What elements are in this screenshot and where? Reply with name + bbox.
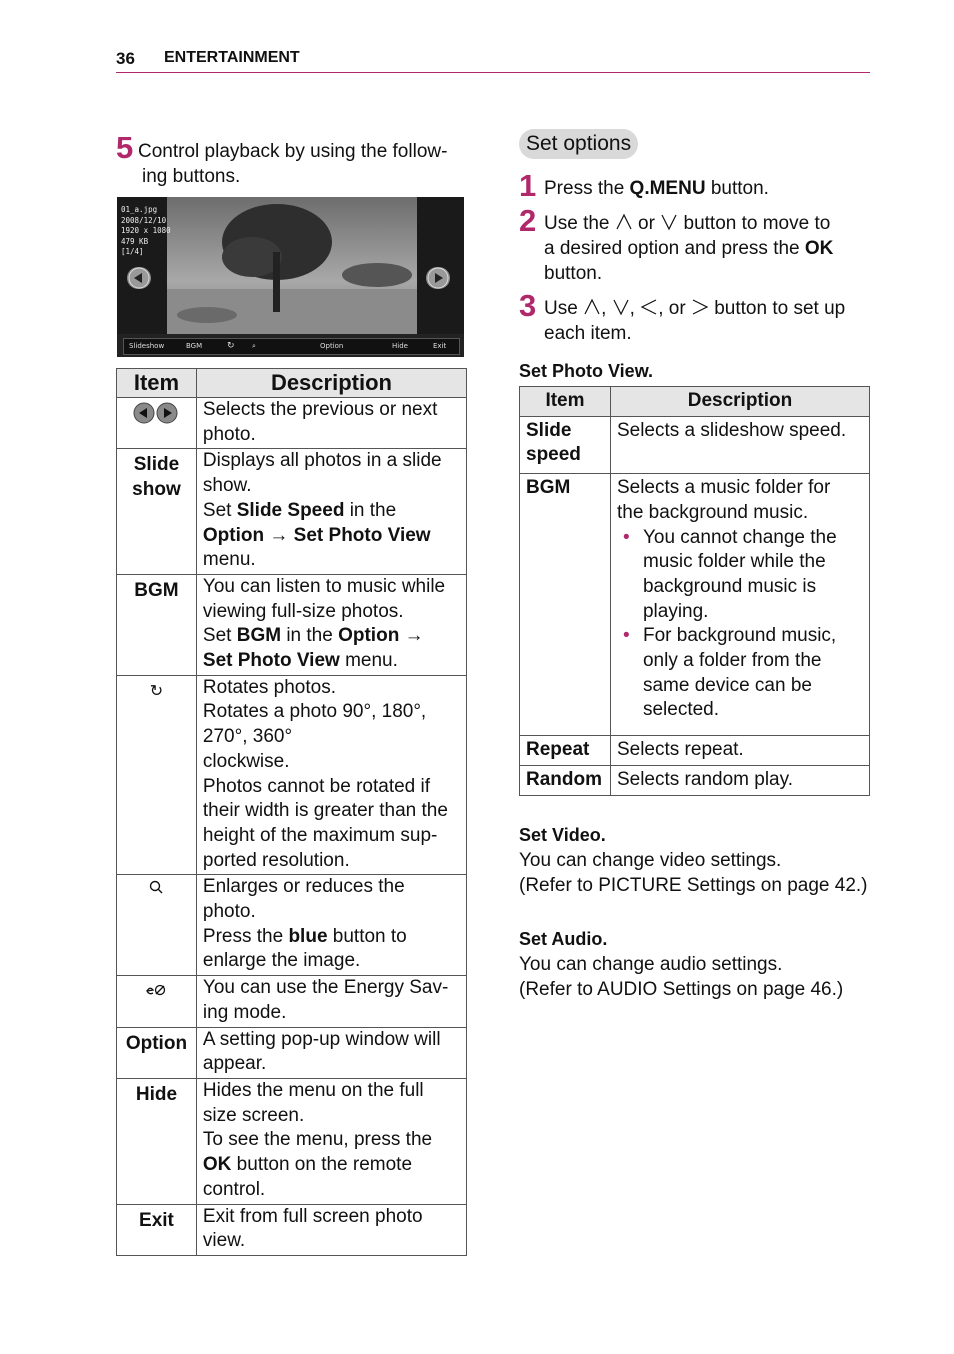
bold-text: Option (202, 524, 265, 546)
energy-description (196, 976, 466, 1027)
desc-line: 270°, 360° (202, 726, 293, 748)
photo-date: 2008/12/10 (121, 215, 167, 225)
repeat-description: Selects repeat. (610, 736, 869, 766)
prev-next-icons (117, 398, 197, 449)
desc-line: same device can be (642, 674, 812, 696)
step-5-line2: ing buttons. (142, 166, 241, 187)
qmenu-label: Q.MENU (629, 178, 706, 199)
exit-description (196, 1204, 466, 1255)
desc-line: selected. (642, 699, 720, 721)
bold-text: Slide Speed (236, 499, 345, 521)
energy-item (117, 976, 197, 1027)
desc-line (203, 649, 460, 674)
table-row (520, 765, 870, 795)
table-row (520, 474, 870, 736)
set-audio-line: You can change audio settings. (519, 954, 783, 975)
desc-line: menu. (202, 549, 256, 571)
text: Press the (202, 925, 289, 947)
table-row (117, 574, 467, 675)
desc-line: Rotates photos. (202, 676, 336, 698)
header-description: Description (610, 387, 869, 417)
bullet-item (617, 526, 863, 625)
random-item: Random (520, 765, 611, 795)
text: in the (281, 625, 339, 647)
bold-text: Option (338, 625, 400, 647)
header-item: Item (117, 369, 197, 398)
desc-line: size screen. (202, 1104, 305, 1126)
bgm-button[interactable]: BGM (186, 342, 203, 350)
zoom-button[interactable]: ⌕ (252, 342, 256, 350)
page-header (116, 48, 870, 73)
desc-line: A setting pop-up window will (202, 1028, 441, 1050)
desc-line: Enlarges or reduces the (202, 876, 405, 898)
option-description (196, 1027, 466, 1078)
buttons-table (116, 368, 467, 1256)
table-row (520, 416, 870, 473)
text: Set (202, 625, 237, 647)
desc-line: Hides the menu on the full (202, 1079, 424, 1101)
hide-item: Hide (117, 1078, 197, 1204)
desc-line: Exit from full screen photo (202, 1205, 423, 1227)
right-arrow-icon (426, 267, 450, 289)
desc-line: appear. (202, 1053, 267, 1075)
desc-line: To see the menu, press the (202, 1129, 433, 1151)
up-arrow-icon (583, 298, 601, 316)
item-line: Slide (526, 419, 572, 441)
up-arrow-icon (615, 213, 633, 231)
step-2-line (544, 236, 833, 261)
magnifier-icon (149, 880, 163, 896)
step-2-line: button. (544, 263, 603, 284)
photo-size: 479 KB (121, 236, 149, 246)
step-2-line (544, 211, 833, 236)
desc-line: only a folder from the (642, 650, 822, 672)
bold-text: OK (202, 1154, 232, 1176)
bgm-description (610, 474, 869, 736)
energy-saving-icon (145, 983, 167, 997)
desc-line: ported resolution. (202, 849, 350, 871)
bgm-item: BGM (117, 574, 197, 675)
slideshow-item (117, 449, 197, 575)
desc-line: Rotates a photo 90°, 180°, (202, 701, 427, 723)
text: → (399, 625, 424, 647)
header-item: Item (520, 387, 611, 417)
desc-line: Photos cannot be rotated if (202, 775, 431, 797)
text: , (629, 298, 641, 319)
text: menu. (339, 650, 398, 672)
text: button to (327, 925, 407, 947)
down-arrow-icon (612, 298, 630, 316)
text: Use (544, 298, 584, 319)
desc-line: view. (202, 1230, 246, 1252)
table-row (520, 736, 870, 766)
hide-button[interactable]: Hide (392, 342, 408, 350)
set-video-line: You can change video settings. (519, 850, 782, 871)
zoom-description (196, 875, 466, 976)
set-video-line: (Refer to PICTURE Settings on page 42.) (519, 875, 868, 896)
prev-next-description (196, 398, 466, 449)
desc-line (203, 524, 460, 549)
photo-index: [1/4] (121, 247, 144, 256)
prev-next-arrow-icons (132, 402, 180, 424)
desc-line (203, 925, 460, 950)
set-video-section (519, 823, 868, 898)
set-options-title: Set options (519, 129, 638, 159)
step-number-1: 1 (519, 168, 537, 203)
desc-line: height of the maximum sup- (202, 824, 438, 846)
photo-viewer-screenshot (117, 197, 464, 357)
set-audio-line: (Refer to AUDIO Settings on page 46.) (519, 979, 844, 1000)
table-header-row (117, 369, 467, 398)
photo-view-table (519, 386, 870, 796)
step-1-text (544, 176, 769, 201)
rotate-description (196, 675, 466, 875)
desc-line: playing. (642, 600, 709, 622)
slideshow-button[interactable]: Slideshow (129, 342, 165, 350)
left-arrow-icon (640, 298, 658, 316)
desc-line: show. (202, 475, 252, 497)
bgm-item: BGM (520, 474, 611, 736)
page-number: 36 (116, 49, 135, 68)
section-title: ENTERTAINMENT (164, 49, 300, 66)
left-arrow-icon (127, 267, 151, 289)
desc-line: control. (202, 1178, 266, 1200)
desc-line: clockwise. (202, 750, 290, 772)
bold-text: BGM (236, 625, 282, 647)
slide-speed-description: Selects a slideshow speed. (610, 416, 869, 473)
text: button to set up (708, 298, 846, 319)
desc-line: background music is (642, 575, 817, 597)
header-description: Description (196, 369, 466, 398)
option-item: Option (117, 1027, 197, 1078)
table-row (117, 398, 467, 449)
text: Set (202, 499, 237, 521)
exit-item: Exit (117, 1204, 197, 1255)
desc-line: the background music. (616, 501, 809, 523)
step-3-line (544, 296, 845, 321)
desc-line: Displays all photos in a slide (202, 450, 442, 472)
table-row (117, 875, 467, 976)
table-row (117, 1027, 467, 1078)
text: a desired option and press the (544, 238, 805, 259)
table-row (117, 1078, 467, 1204)
set-video-title: Set Video. (519, 825, 606, 845)
bgm-description (196, 574, 466, 675)
item-line: show (132, 479, 181, 501)
zoom-item (117, 875, 197, 976)
text: Press the (544, 178, 630, 199)
table-row (117, 449, 467, 575)
text: button to move to (678, 213, 831, 234)
bold-text: Set Photo View (293, 524, 431, 546)
table-row (117, 976, 467, 1027)
text: in the (344, 499, 397, 521)
rotate-icon: ↻ (117, 675, 197, 875)
exit-button[interactable]: Exit (433, 342, 447, 350)
desc-line: photo. (202, 901, 256, 923)
text: → (264, 524, 294, 546)
text: button. (705, 178, 769, 199)
set-audio-title: Set Audio. (519, 929, 608, 949)
slide-speed-item (520, 416, 611, 473)
random-description: Selects random play. (610, 765, 869, 795)
bold-text: Set Photo View (202, 650, 340, 672)
option-button[interactable]: Option (320, 342, 344, 350)
desc-line: enlarge the image. (202, 950, 361, 972)
desc-line: • You cannot change the (642, 526, 837, 548)
desc-line: viewing full-size photos. (202, 600, 404, 622)
text: , or (658, 298, 691, 319)
table-header-row (520, 387, 870, 417)
desc-line (203, 1153, 460, 1178)
down-arrow-icon (660, 213, 678, 231)
desc-line: • For background music, (642, 625, 837, 647)
text: , (601, 298, 612, 319)
desc-line: photo. (202, 423, 256, 445)
table-row (117, 1204, 467, 1255)
text: button on the remote (231, 1154, 413, 1176)
item-line: speed (526, 444, 581, 466)
set-photo-view-title: Set Photo View. (519, 361, 654, 381)
ok-label: OK (804, 238, 834, 259)
bullet-item (617, 624, 863, 723)
desc-line: their width is greater than the (202, 800, 448, 822)
step-2-text (544, 211, 833, 286)
slideshow-description (196, 449, 466, 575)
next-photo-button[interactable] (426, 267, 450, 289)
desc-line: Selects the previous or next (202, 399, 438, 420)
desc-line: music folder while the (642, 551, 826, 573)
photo-resolution: 1920 x 1080 (121, 226, 171, 235)
hide-description (196, 1078, 466, 1204)
step-number-3: 3 (519, 288, 537, 323)
repeat-item: Repeat (520, 736, 611, 766)
step-5-line1: Control playback by using the follow- (138, 141, 448, 162)
step-number-2: 2 (519, 203, 537, 238)
bold-text: blue (288, 925, 328, 947)
text: Use the (544, 213, 615, 234)
desc-line: Selects a music folder for (616, 477, 831, 499)
desc-line (203, 624, 460, 649)
item-line: Slide (133, 454, 180, 476)
desc-line (203, 499, 460, 524)
table-row (117, 675, 467, 875)
step-5-text (138, 139, 447, 189)
desc-line: You can listen to music while (202, 575, 446, 597)
previous-photo-button[interactable] (127, 267, 151, 289)
set-audio-section (519, 927, 843, 1002)
desc-line: ing mode. (202, 1001, 287, 1023)
step-3-text (544, 296, 845, 346)
text: or (632, 213, 661, 234)
step-number-5: 5 (116, 130, 134, 165)
photo-filename: 01_a.jpg (121, 205, 158, 214)
photo-info (121, 205, 171, 258)
right-arrow-icon (691, 298, 709, 316)
rotate-button[interactable]: ↻ (227, 341, 235, 351)
desc-line: You can use the Energy Sav- (202, 977, 449, 999)
control-bar (123, 338, 460, 355)
step-3-line: each item. (544, 323, 632, 344)
